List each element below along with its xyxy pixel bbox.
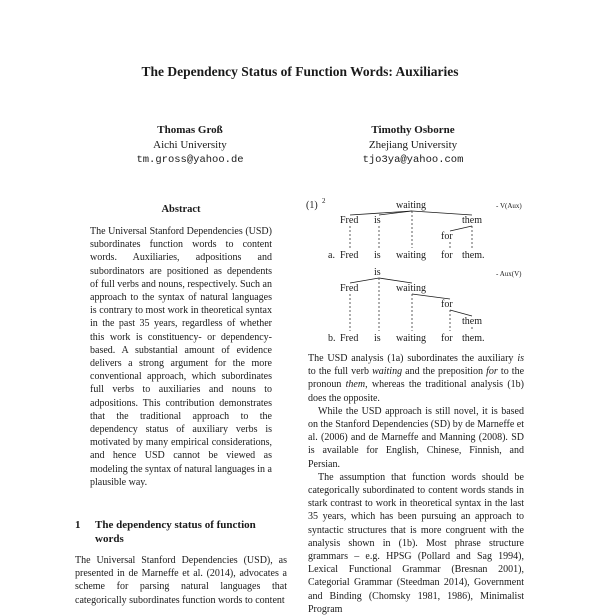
sentence-label: a.	[328, 250, 335, 261]
tree-node: for	[441, 231, 453, 242]
section-title: The dependency status of function words	[95, 519, 256, 545]
tree-b	[328, 267, 522, 344]
italic-term: for	[486, 366, 498, 378]
tree-node: is	[374, 215, 381, 226]
tree-node: them	[462, 215, 482, 226]
sentence-word: for	[441, 250, 453, 261]
abstract-body	[90, 225, 272, 489]
sentence-word: is	[374, 250, 381, 261]
text-span: and the preposition	[402, 366, 487, 378]
tree-a-projections	[350, 211, 472, 248]
paper-title: The Dependency Status of Function Words: Auxiliaries	[141, 64, 459, 79]
dependency-diagram	[300, 194, 530, 354]
sentence-word: Fred	[340, 250, 359, 261]
tree-node: them	[462, 316, 482, 327]
tree-node: Fred	[340, 215, 359, 226]
tree-b-tag: - Aux(V)	[496, 270, 522, 278]
italic-term: them	[345, 379, 366, 391]
example-label-superscript: 2	[322, 197, 326, 205]
tree-node: is	[374, 267, 381, 278]
author-name: Timothy Osborne	[371, 124, 455, 136]
author-name: Thomas Groß	[157, 124, 223, 136]
sentence-word: them.	[462, 333, 485, 344]
text-span: to the full verb	[308, 366, 373, 378]
italic-term: is	[517, 353, 524, 364]
sentence-word: waiting	[396, 250, 426, 261]
example-label: (1)	[306, 200, 318, 211]
text-span: to the pronoun	[308, 366, 525, 391]
text-span: The USD analysis (1a) subordinates the auxiliary	[308, 353, 518, 364]
sentence-word: for	[441, 333, 453, 344]
right-column-text	[308, 352, 524, 616]
paragraph-1	[308, 352, 524, 405]
section-body	[75, 554, 287, 607]
sentence-label: b.	[328, 333, 336, 344]
author-affiliation: Zhejiang University	[368, 139, 458, 151]
author-1	[95, 123, 285, 168]
sentence-word: is	[374, 333, 381, 344]
tree-a-tag: - V(Aux)	[496, 202, 522, 210]
tree-node: Fred	[340, 283, 359, 294]
author-email[interactable]: tjo3ya@yahoo.com	[362, 154, 464, 166]
paragraph-3: The assumption that function words should be categorically subordinated to content words stands in stark contrast to work in theoretical syntax in the last 35 years, which has been pursuing an approach to syntactic structures that is more congruent with the analysis shown in (1b). Most phrase structure grammars – e.g. HPSG (Pollard and Sag 1994), Lexical Functional Grammar (Bresnan 2001), Categorial Grammar (Steedman 2014), Government and Binding (Chomsky 1981, 1986), Minimalist Program	[308, 471, 524, 615]
tree-node: waiting	[396, 283, 426, 294]
section-text: The Universal Stanford Dependencies (USD), as presented in de Marneffe et al. (2014), advocates a scheme for parsing natural languages that categorically subordinates function words to content	[75, 555, 287, 606]
tree-a	[328, 200, 522, 261]
sentence-word: them.	[462, 250, 485, 261]
section-number: 1	[75, 519, 81, 531]
paragraph-2: While the USD approach is still novel, it is based on the Stanford Dependencies (SD) by de Marneffe et al. (2006) and de Marneffe and Manning (2008). SD is available for English, Chinese, Finnish, and Persian.	[308, 405, 524, 470]
sentence-word: waiting	[396, 333, 426, 344]
author-affiliation: Aichi University	[153, 139, 227, 151]
sentence-word: Fred	[340, 333, 359, 344]
italic-term: waiting	[372, 366, 403, 378]
section-heading	[75, 518, 287, 546]
author-email[interactable]: tm.gross@yahoo.de	[136, 154, 244, 166]
abstract-text: The Universal Stanford Dependencies (USD) subordinates function words to content words. Auxiliaries, adpositions and subordinators are positioned as dependents of full verbs and nouns, respectively. Such an approach to the syntax of natural languages is contrary to most work in theoretical syntax in the past 35 years, regardless of whether this work is constituency- or dependency-based. A substantial amount of evidence delivers a strong argument for the more conventional approach, which subordinates full verbs to auxiliaries and nouns to adpositions. This contribution demonstrates that the traditional approach to the dependency status of auxiliary verbs is motivated by many empirical considerations, and hence USD cannot be viewed as modeling the syntax of natural languages in a plausible way.	[90, 226, 272, 488]
tree-node: for	[441, 299, 453, 310]
tree-a-edges	[350, 211, 472, 231]
author-2	[318, 123, 508, 168]
text-span: , whereas the traditional analysis (1b) does the opposite.	[308, 379, 524, 404]
abstract-heading: Abstract	[161, 204, 201, 215]
tree-node: waiting	[396, 200, 426, 211]
